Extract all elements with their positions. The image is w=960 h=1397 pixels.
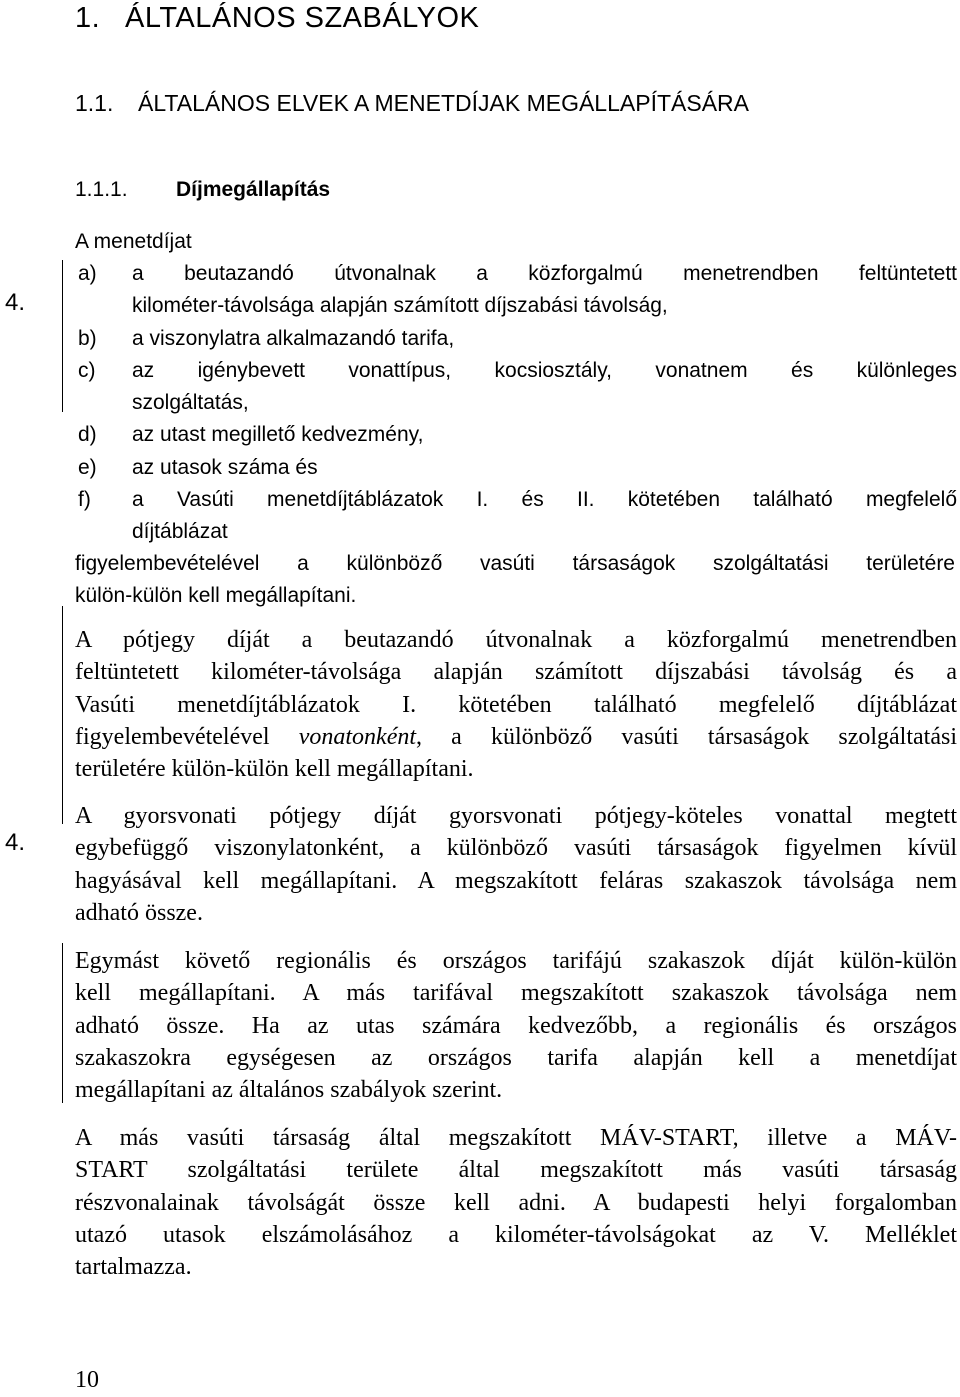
paragraph-supplement-fee <box>75 624 957 785</box>
paragraph-line: részvonalainak távolságát össze kell adni. A budapesti helyi forgalomban <box>75 1189 957 1216</box>
paragraph-line: A gyorsvonati pótjegy díját gyorsvonati pótjegy-köteles vonattal megtett <box>75 803 957 829</box>
list-item-label: c) <box>78 358 96 382</box>
list-item-text: szolgáltatás, <box>132 391 249 415</box>
list-item <box>75 452 957 484</box>
list-item-text: kilométer-távolsága alapján számított díjszabási távolság, <box>132 294 668 318</box>
revision-mark: 4. <box>5 829 26 856</box>
list-item <box>75 355 957 420</box>
closing-line: külön-külön kell megállapítani. <box>75 584 357 608</box>
paragraph-regional-national <box>75 945 957 1106</box>
list-item-label: b) <box>78 326 97 350</box>
criteria-list <box>75 258 957 549</box>
list-item-label: f) <box>78 488 91 512</box>
section-closing <box>75 548 955 613</box>
paragraph-line: feltüntetett kilométer-távolsága alapján számított díjszabási távolság és a <box>75 659 957 686</box>
paragraph-express-supplement <box>75 800 957 929</box>
paragraph-line: Egymást követő regionális és országos tarifájú szakaszok díját külön-külön <box>75 948 957 974</box>
list-item <box>75 419 957 451</box>
heading-level-3 <box>75 178 330 202</box>
heading-text: Díjmegállapítás <box>176 178 331 201</box>
list-item-text: a viszonylatra alkalmazandó tarifa, <box>132 326 455 350</box>
paragraph-line: megállapítani az általános szabályok szerint. <box>75 1077 503 1104</box>
paragraph-line: egybefüggő viszonylatonként, a különböző vasúti társaságok figyelmen kívül <box>75 835 957 862</box>
revision-bar <box>62 260 63 412</box>
heading-number: 1.1. <box>75 90 114 116</box>
revision-bar <box>62 606 63 824</box>
paragraph-line: hagyásával kell megállapítani. A megszakított feláras szakaszok távolsága nem <box>75 867 957 894</box>
paragraph-line: területére külön-külön kell megállapítani. <box>75 756 474 783</box>
list-item-text: a beutazandó útvonalnak a közforgalmú menetrendben feltüntetett <box>132 262 957 285</box>
revision-bar <box>62 943 63 1103</box>
paragraph-line: Vasúti menetdíjtáblázatok I. kötetében található megfelelő díjtáblázat <box>75 691 957 718</box>
list-item <box>75 323 957 355</box>
line-segment: , a különböző vasúti társaságok szolgáltatási <box>416 723 957 750</box>
paragraph-line: adható össze. <box>75 899 203 926</box>
closing-line: figyelembevételével a különböző vasúti társaságok szolgáltatási területére <box>75 552 955 575</box>
paragraph-line: utazó utasok elszámolásához a kilométer-távolságokat az V. Melléklet <box>75 1221 957 1248</box>
section-intro: A menetdíjat <box>75 230 192 253</box>
list-item <box>75 484 957 549</box>
list-item-label: d) <box>78 423 97 447</box>
paragraph-line: kell megállapítani. A más tarifával megszakított szakaszok távolsága nem <box>75 980 957 1007</box>
heading-number: 1.1.1. <box>75 178 128 201</box>
list-item-text: díjtáblázat <box>132 520 228 544</box>
list-item-text: az utasok száma és <box>132 455 318 479</box>
heading-number: 1. <box>75 2 101 34</box>
list-item <box>75 258 957 323</box>
paragraph-line: adható össze. Ha az utas számára kedvezőbb, a regionális és országos <box>75 1012 957 1039</box>
paragraph-line: szakaszokra egységesen az országos tarifa alapján kell a menetdíjat <box>75 1044 957 1071</box>
heading-level-1 <box>75 2 479 35</box>
paragraph-line: tartalmazza. <box>75 1254 192 1281</box>
line-segment: figyelembevételével <box>75 723 299 750</box>
paragraph-line <box>75 721 957 753</box>
heading-level-2 <box>75 90 749 117</box>
paragraph-line: START szolgáltatási területe által megszakított más vasúti társaság <box>75 1157 957 1184</box>
revision-mark: 4. <box>5 289 26 316</box>
page-number: 10 <box>75 1367 99 1393</box>
heading-text: ÁLTALÁNOS SZABÁLYOK <box>125 2 480 34</box>
list-item-label: a) <box>78 262 97 285</box>
list-item-text: az igénybevett vonattípus, kocsiosztály, vonatnem és különleges <box>132 358 957 382</box>
paragraph-line: A pótjegy díját a beutazandó útvonalnak a közforgalmú menetrendben <box>75 627 957 653</box>
list-item-text: az utast megillető kedvezmény, <box>132 423 424 447</box>
list-item-label: e) <box>78 455 97 479</box>
paragraph-line: A más vasúti társaság által megszakított MÁV-START, illetve a MÁV- <box>75 1125 957 1151</box>
list-item-text: a Vasúti menetdíjtáblázatok I. és II. kötetében található megfelelő <box>132 488 957 512</box>
paragraph-other-railway <box>75 1122 957 1283</box>
heading-text: ÁLTALÁNOS ELVEK A MENETDÍJAK MEGÁLLAPÍTÁSÁRA <box>138 90 749 116</box>
italic-term: vonatonként <box>298 723 417 750</box>
